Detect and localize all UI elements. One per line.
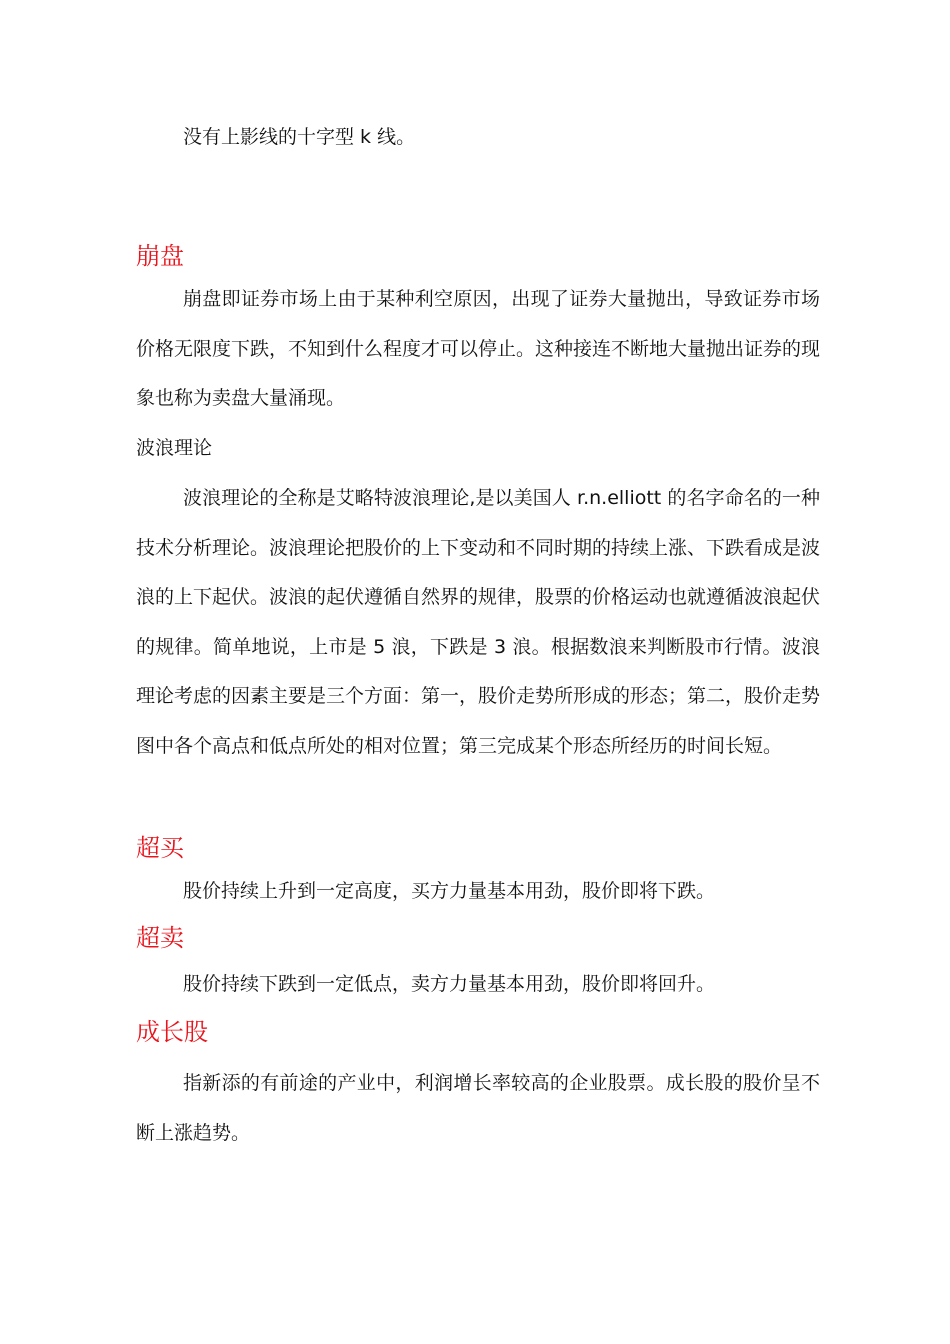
paragraph-bolang: 波浪理论的全称是艾略特波浪理论,是以美国人 r.n.elliott 的名字命名的一种技术分析理论。波浪理论把股价的上下变动和不同时期的持续上涨、下跌看成是波浪的上下起伏。波浪的起伏遵循自然界的规律，股票的价格运动也就遵循波浪起伏的规律。简单地说，上市是 5 浪，下跌是 3 浪。根据数浪来判断股市行情。波浪理论考虑的因素主要是三个方面：第一，股价走势所形成的形态；第二，股价走势图中各个高点和低点所处的相对位置；第三完成某个形态所经历的时间长短。 bbox=[136, 487, 821, 757]
heading-bengpan: 崩盘 bbox=[136, 242, 184, 270]
heading-chaomai-sell: 超卖 bbox=[136, 924, 184, 952]
paragraph-chaomai-sell: 股价持续下跌到一定低点，卖方力量基本用劲，股价即将回升。 bbox=[183, 973, 716, 995]
paragraph-chengzhanggu: 指新添的有前途的产业中，利润增长率较高的企业股票。成长股的股价呈不断上涨趋势。 bbox=[136, 1072, 820, 1144]
paragraph-bengpan: 崩盘即证券市场上由于某种利空原因，出现了证券大量抛出，导致证券市场价格无限度下跌，不知到什么程度才可以停止。这种接连不断地大量抛出证券的现象也称为卖盘大量涌现。 bbox=[136, 288, 821, 409]
heading-chengzhanggu: 成长股 bbox=[136, 1018, 208, 1046]
paragraph-chaomai-buy: 股价持续上升到一定高度，买方力量基本用劲，股价即将下跌。 bbox=[183, 880, 716, 902]
intro-paragraph: 没有上影线的十字型 k 线。 bbox=[183, 126, 416, 148]
heading-chaomai-buy: 超买 bbox=[136, 834, 184, 862]
heading-bolang: 波浪理论 bbox=[136, 437, 213, 459]
